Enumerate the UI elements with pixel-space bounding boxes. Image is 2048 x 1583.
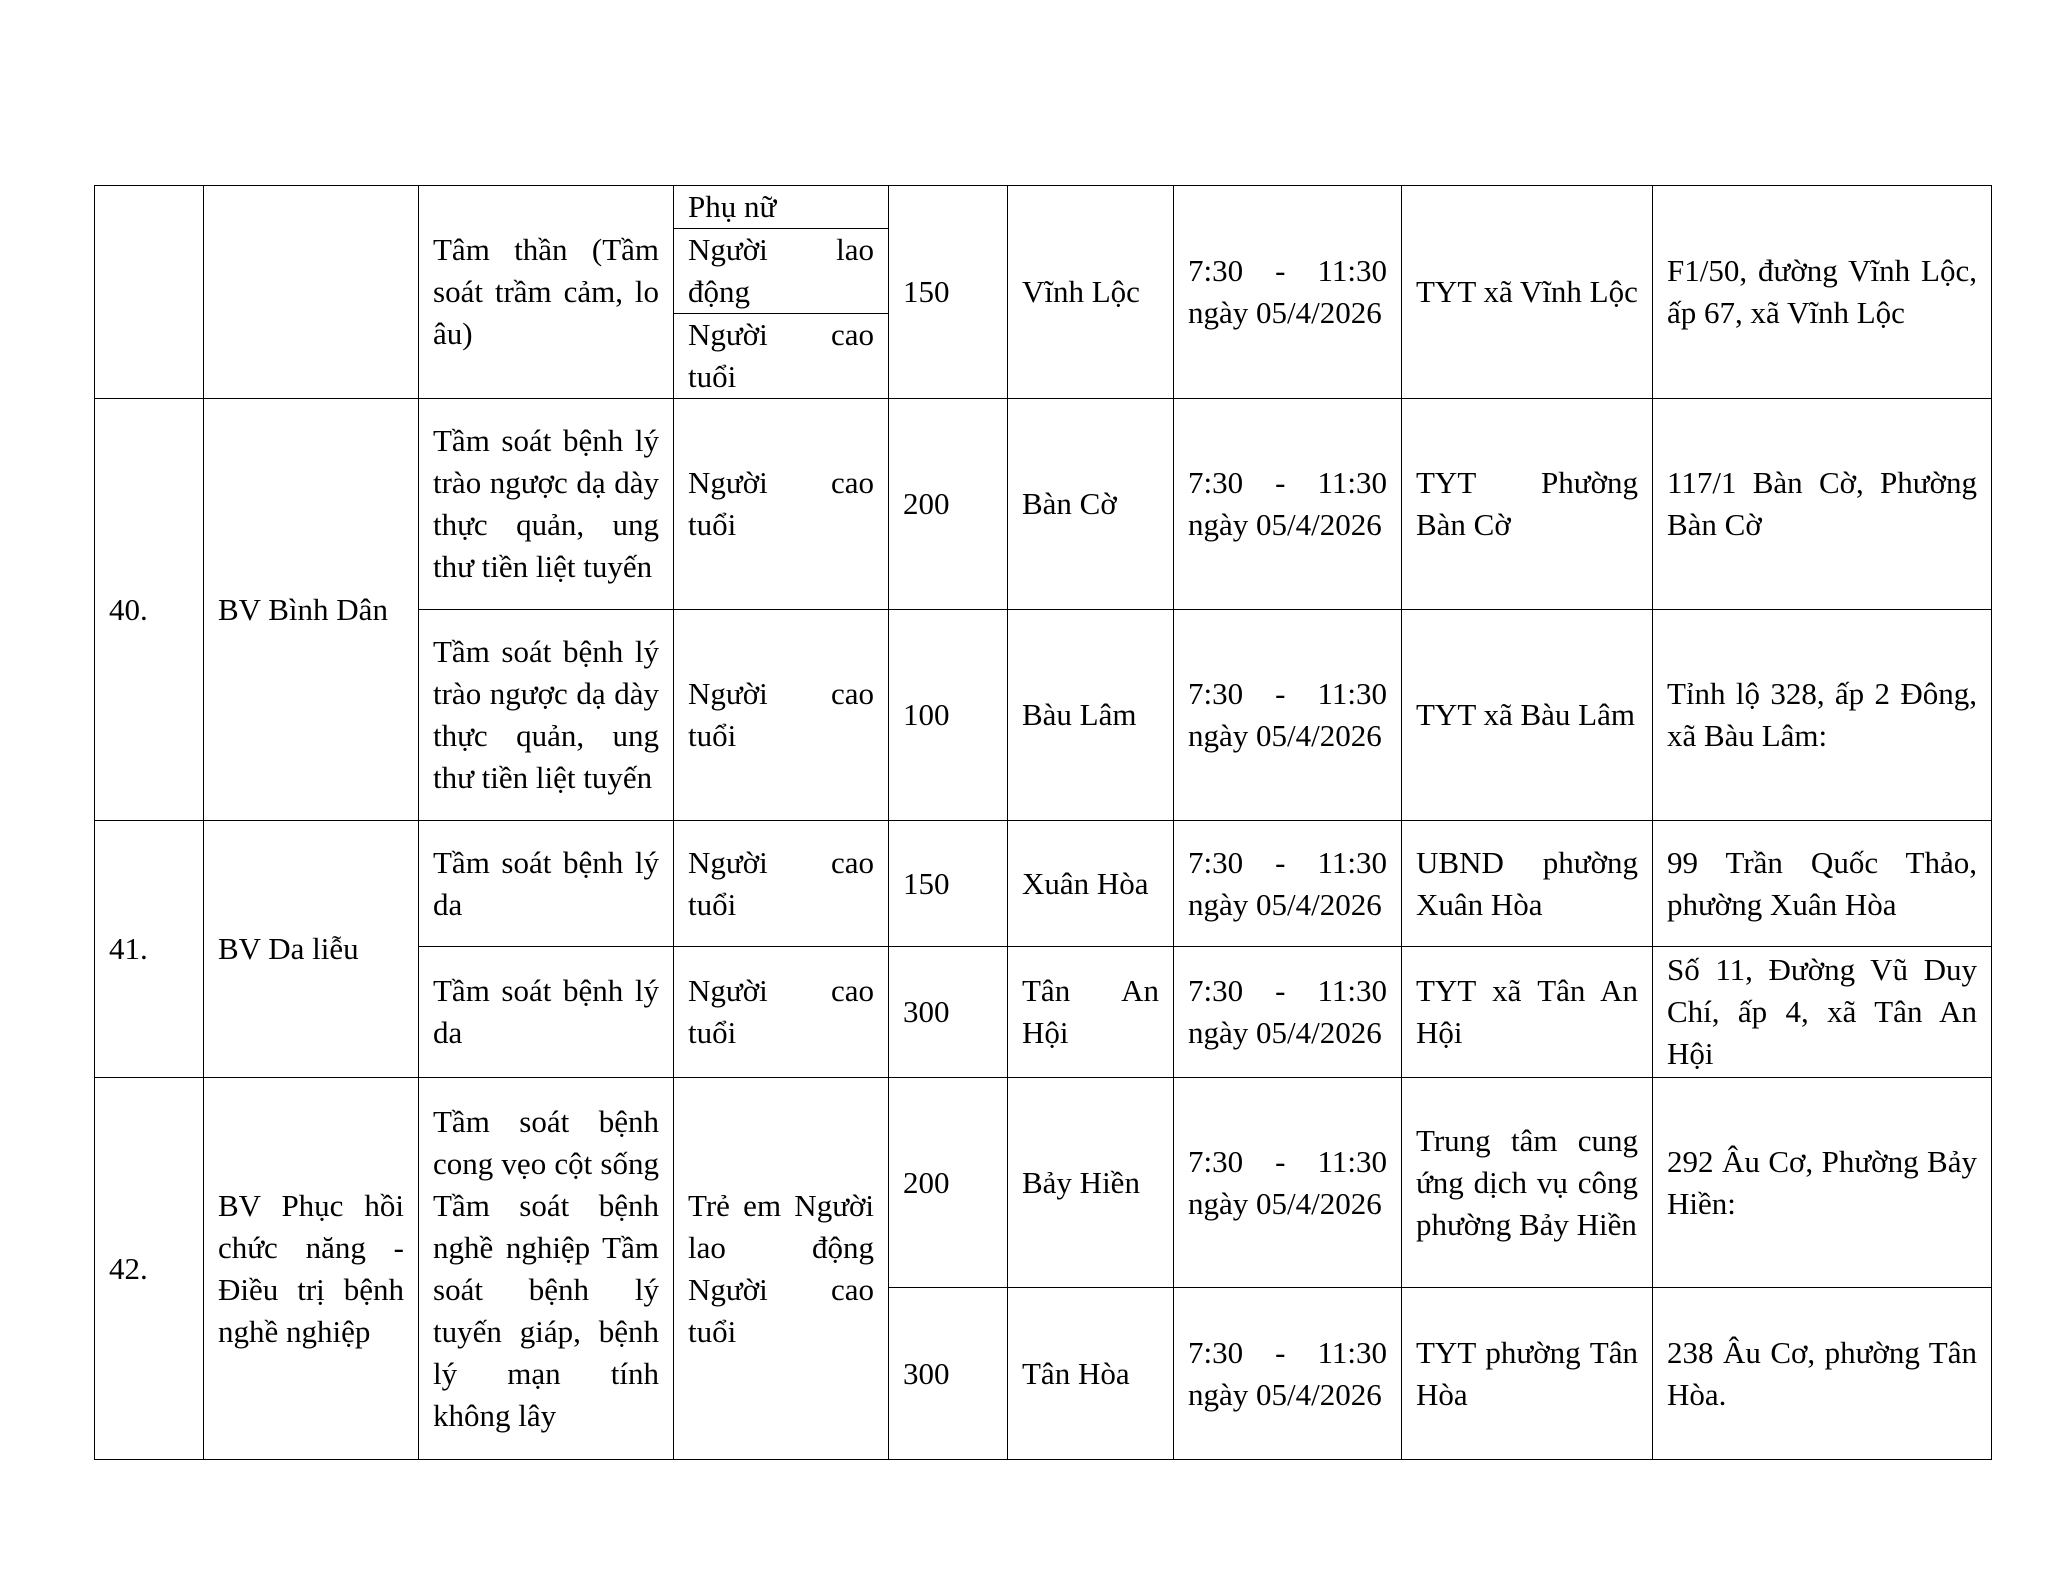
area-cell: Bàn Cờ [1008,399,1174,610]
venue-cell: UBND phường Xuân Hòa [1402,821,1653,947]
time-cell: 7:30 - 11:30 ngày 05/4/2026 [1174,821,1402,947]
area-cell: Bảy Hiền [1008,1078,1174,1288]
area-cell: Xuân Hòa [1008,821,1174,947]
time-cell: 7:30 - 11:30 ngày 05/4/2026 [1174,399,1402,610]
table-row [95,821,1992,947]
target-group-cell: Người cao tuổi [674,399,889,610]
venue-cell: TYT xã Bàu Lâm [1402,610,1653,821]
venue-cell: TYT Phường Bàn Cờ [1402,399,1653,610]
address-cell: F1/50, đường Vĩnh Lộc, ấp 67, xã Vĩnh Lộc [1653,186,1992,399]
program-cell: Tầm soát bệnh lý trào ngược dạ dày thực quản, ung thư tiền liệt tuyến [419,399,674,610]
area-cell: Bàu Lâm [1008,610,1174,821]
program-cell: Tầm soát bệnh lý da [419,947,674,1078]
quantity-cell: 150 [889,821,1008,947]
row-number: 41. [95,821,204,1078]
row-number: 42. [95,1078,204,1460]
quantity-cell: 300 [889,1288,1008,1460]
quantity-cell: 200 [889,1078,1008,1288]
address-cell: 117/1 Bàn Cờ, Phường Bàn Cờ [1653,399,1992,610]
table-row [95,186,1992,399]
time-cell: 7:30 - 11:30 ngày 05/4/2026 [1174,947,1402,1078]
address-cell: Số 11, Đường Vũ Duy Chí, ấp 4, xã Tân An Hội [1653,947,1992,1078]
time-cell: 7:30 - 11:30 ngày 05/4/2026 [1174,610,1402,821]
program-cell: Tâm thần (Tầm soát trầm cảm, lo âu) [419,186,674,399]
address-cell: 292 Âu Cơ, Phường Bảy Hiền: [1653,1078,1992,1288]
target-group: Người cao tuổi [688,317,874,394]
venue-cell: TYT xã Tân An Hội [1402,947,1653,1078]
address-cell: 238 Âu Cơ, phường Tân Hòa. [1653,1288,1992,1460]
quantity-cell: 200 [889,399,1008,610]
quantity-cell: 100 [889,610,1008,821]
target-group-cell: Người cao tuổi [674,610,889,821]
program-cell: Tầm soát bệnh lý trào ngược dạ dày thực quản, ung thư tiền liệt tuyến [419,610,674,821]
time-cell: 7:30 - 11:30 ngày 05/4/2026 [1174,1078,1402,1288]
target-group-cell: Người cao tuổi [674,947,889,1078]
area-cell: Tân An Hội [1008,947,1174,1078]
address-cell: Tỉnh lộ 328, ấp 2 Đông, xã Bàu Lâm: [1653,610,1992,821]
time-cell: 7:30 - 11:30 ngày 05/4/2026 [1174,1288,1402,1460]
hospital-name [204,186,419,399]
time-cell: 7:30 - 11:30 ngày 05/4/2026 [1174,186,1402,399]
target-group-cell: Người cao tuổi [674,821,889,947]
schedule-table-container [94,185,1992,1460]
address-cell: 99 Trần Quốc Thảo, phường Xuân Hòa [1653,821,1992,947]
row-number [95,186,204,399]
venue-cell: TYT phường Tân Hòa [1402,1288,1653,1460]
target-group: Người lao động [674,229,888,314]
table-row [95,1078,1992,1288]
quantity-cell: 300 [889,947,1008,1078]
program-cell: Tầm soát bệnh cong vẹo cột sống Tầm soát bệnh nghề nghiệp Tầm soát bệnh lý tuyến giáp, bệnh lý mạn tính không lây [419,1078,674,1460]
target-group: Phụ nữ [674,186,888,229]
area-cell: Vĩnh Lộc [1008,186,1174,399]
hospital-name: BV Da liễu [204,821,419,1078]
target-group-cell [674,186,889,399]
row-number: 40. [95,399,204,821]
program-cell: Tầm soát bệnh lý da [419,821,674,947]
area-cell: Tân Hòa [1008,1288,1174,1460]
hospital-name: BV Phục hồi chức năng - Điều trị bệnh nghề nghiệp [204,1078,419,1460]
venue-cell: Trung tâm cung ứng dịch vụ công phường Bảy Hiền [1402,1078,1653,1288]
venue-cell: TYT xã Vĩnh Lộc [1402,186,1653,399]
quantity-cell: 150 [889,186,1008,399]
screening-schedule-table [94,185,1992,1460]
table-row [95,399,1992,610]
target-group-cell: Trẻ em Người lao động Người cao tuổi [674,1078,889,1460]
hospital-name: BV Bình Dân [204,399,419,821]
